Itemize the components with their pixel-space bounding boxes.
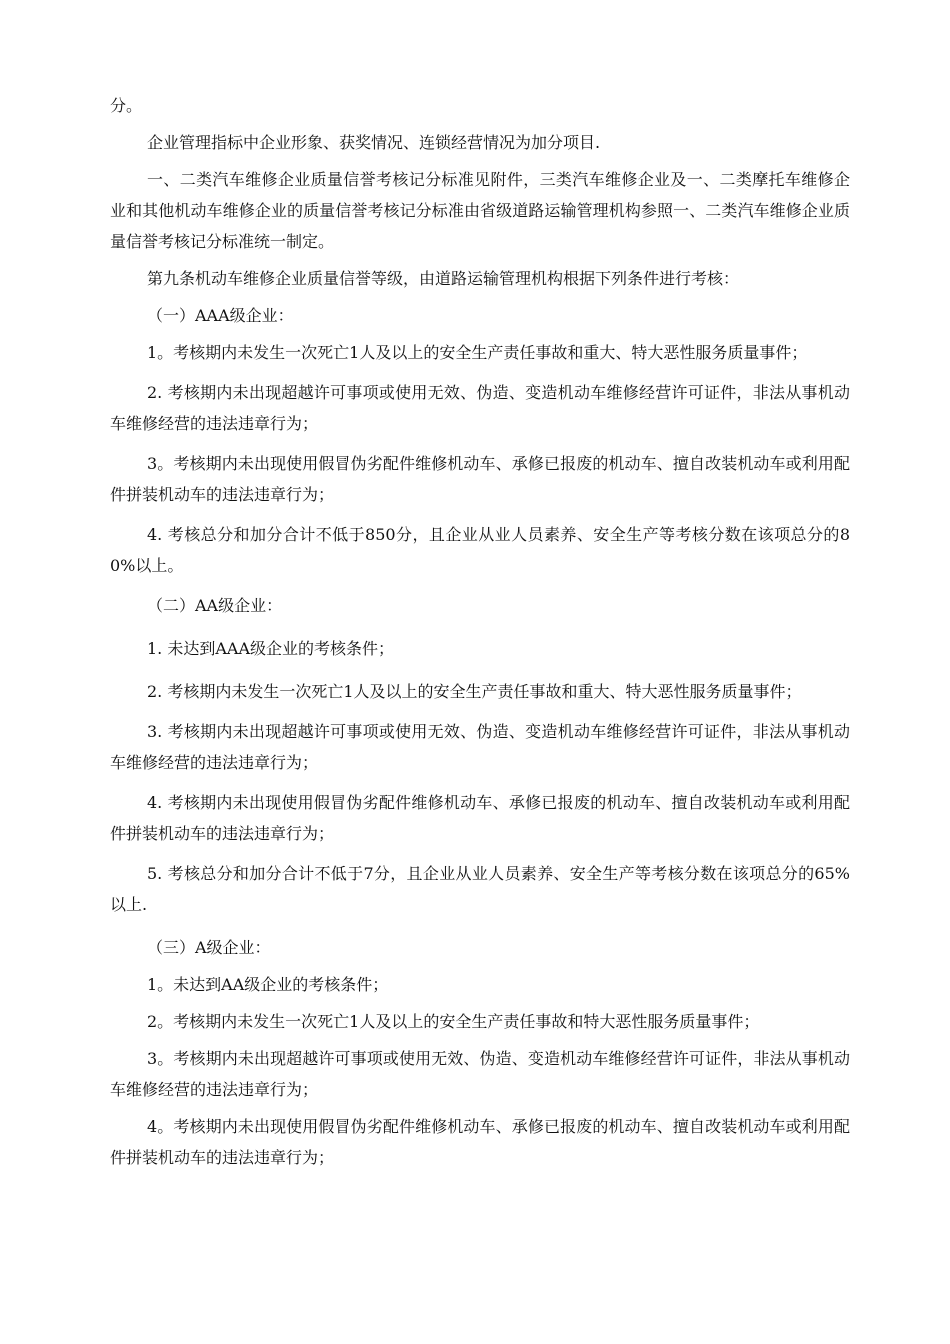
document-page xyxy=(110,90,850,1173)
section-heading-aaa: （一）AAA级企业： xyxy=(147,306,294,325)
aa-item-1: 1. 未达到AAA级企业的考核条件； xyxy=(147,639,395,658)
aa-item-2: 2. 考核期内未发生一次死亡1人及以上的安全生产责任事故和重大、特大恶性服务质量事件； xyxy=(147,682,802,701)
aa-item-4: 4. 考核期内未出现使用假冒伪劣配件维修机动车、承修已报废的机动车、擅自改装机动车或利用配件拼装机动车的违法违章行为； xyxy=(110,793,850,843)
aa-item-5: 5. 考核总分和加分合计不低于7分，且企业从业人员素养、安全生产等考核分数在该项总分的65%以上. xyxy=(110,864,850,914)
aaa-item-3: 3。考核期内未出现使用假冒伪劣配件维修机动车、承修已报废的机动车、擅自改装机动车或利用配件拼装机动车的违法违章行为； xyxy=(110,454,850,504)
a-item-4: 4。考核期内未出现使用假冒伪劣配件维修机动车、承修已报废的机动车、擅自改装机动车或利用配件拼装机动车的违法违章行为； xyxy=(110,1117,850,1167)
section-heading-aa: （二）AA级企业： xyxy=(147,596,283,615)
aaa-item-2: 2. 考核期内未出现超越许可事项或使用无效、伪造、变造机动车维修经营许可证件，非法从事机动车维修经营的违法违章行为； xyxy=(110,383,850,433)
aaa-item-1: 1。考核期内未发生一次死亡1人及以上的安全生产责任事故和重大、特大恶性服务质量事件； xyxy=(147,343,808,362)
paragraph-bonus-items: 企业管理指标中企业形象、获奖情况、连锁经营情况为加分项目. xyxy=(147,133,601,152)
a-item-3: 3。考核期内未出现超越许可事项或使用无效、伪造、变造机动车维修经营许可证件，非法从事机动车维修经营的违法违章行为； xyxy=(110,1049,850,1099)
aaa-item-4: 4. 考核总分和加分合计不低于850分，且企业从业人员素养、安全生产等考核分数在该项总分的80%以上。 xyxy=(110,525,850,575)
paragraph-scoring-standard: 一、二类汽车维修企业质量信誉考核记分标准见附件，三类汽车维修企业及一、二类摩托车维修企业和其他机动车维修企业的质量信誉考核记分标准由省级道路运输管理机构参照一、二类汽车维修企业质量信誉考核记分标准统一制定。 xyxy=(110,170,850,251)
section-heading-a: （三）A级企业： xyxy=(147,938,271,957)
a-item-1: 1。未达到AA级企业的考核条件； xyxy=(147,975,389,994)
aa-item-3: 3. 考核期内未出现超越许可事项或使用无效、伪造、变造机动车维修经营许可证件，非法从事机动车维修经营的违法违章行为； xyxy=(110,722,850,772)
paragraph-continuation: 分。 xyxy=(110,96,143,115)
a-item-2: 2。考核期内未发生一次死亡1人及以上的安全生产责任事故和特大恶性服务质量事件； xyxy=(147,1012,760,1031)
article-nine: 第九条机动车维修企业质量信誉等级，由道路运输管理机构根据下列条件进行考核： xyxy=(147,269,740,288)
